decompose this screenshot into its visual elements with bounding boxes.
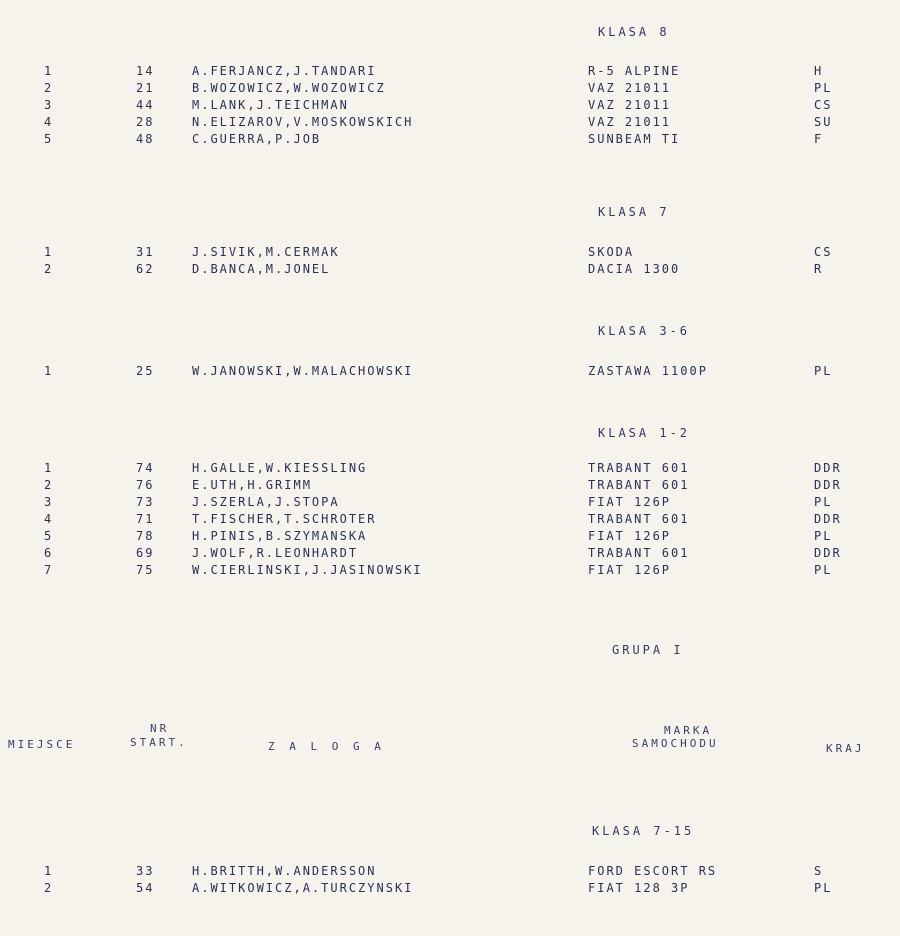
country-cell: PL	[814, 81, 833, 95]
place-cell: 6	[44, 546, 54, 560]
crew-cell: B.WOZOWICZ,W.WOZOWICZ	[192, 81, 386, 95]
car-cell: FIAT 126P	[588, 495, 672, 509]
crew-cell: A.WITKOWICZ,A.TURCZYNSKI	[192, 881, 414, 895]
car-cell: VAZ 21011	[588, 81, 672, 95]
car-cell: FIAT 126P	[588, 529, 672, 543]
column-header-start-no-line2: START.	[130, 736, 188, 749]
crew-cell: D.BANCA,M.JONEL	[192, 262, 331, 276]
country-cell: PL	[814, 495, 833, 509]
country-cell: H	[814, 64, 824, 78]
car-cell: VAZ 21011	[588, 115, 672, 129]
place-cell: 4	[44, 512, 54, 526]
country-cell: DDR	[814, 512, 842, 526]
column-header-place: MIEJSCE	[8, 738, 76, 751]
table-row	[0, 493, 900, 511]
start-number-cell: 31	[136, 245, 155, 259]
start-number-cell: 76	[136, 478, 155, 492]
crew-cell: H.BRITTH,W.ANDERSSON	[192, 864, 377, 878]
country-cell: R	[814, 262, 824, 276]
country-cell: F	[814, 132, 824, 146]
country-cell: DDR	[814, 461, 842, 475]
table-row	[0, 113, 900, 131]
table-row	[0, 62, 900, 80]
start-number-cell: 48	[136, 132, 155, 146]
country-cell: SU	[814, 115, 833, 129]
country-cell: S	[814, 864, 824, 878]
country-cell: PL	[814, 563, 833, 577]
car-cell: SKODA	[588, 245, 635, 259]
car-cell: DACIA 1300	[588, 262, 681, 276]
place-cell: 5	[44, 132, 54, 146]
crew-cell: J.WOLF,R.LEONHARDT	[192, 546, 359, 560]
place-cell: 4	[44, 115, 54, 129]
crew-cell: H.PINIS,B.SZYMANSKA	[192, 529, 368, 543]
table-row	[0, 459, 900, 477]
start-number-cell: 73	[136, 495, 155, 509]
crew-cell: T.FISCHER,T.SCHROTER	[192, 512, 377, 526]
crew-cell: M.LANK,J.TEICHMAN	[192, 98, 349, 112]
place-cell: 7	[44, 563, 54, 577]
car-cell: R-5 ALPINE	[588, 64, 681, 78]
class-heading: KLASA 7	[598, 205, 670, 219]
start-number-cell: 25	[136, 364, 155, 378]
table-row	[0, 510, 900, 528]
start-number-cell: 71	[136, 512, 155, 526]
table-row	[0, 527, 900, 545]
crew-cell: J.SZERLA,J.STOPA	[192, 495, 340, 509]
car-cell: FIAT 126P	[588, 563, 672, 577]
table-row	[0, 476, 900, 494]
start-number-cell: 14	[136, 64, 155, 78]
car-cell: TRABANT 601	[588, 546, 690, 560]
column-header-make-line2: SAMOCHODU	[632, 737, 719, 750]
class-heading: KLASA 1-2	[598, 426, 691, 440]
car-cell: ZASTAWA 1100P	[588, 364, 708, 378]
crew-cell: N.ELIZAROV,V.MOSKOWSKICH	[192, 115, 414, 129]
start-number-cell: 75	[136, 563, 155, 577]
country-cell: CS	[814, 245, 833, 259]
place-cell: 3	[44, 98, 54, 112]
table-row	[0, 561, 900, 579]
column-header-make-line1: MARKA	[664, 724, 713, 737]
table-row	[0, 862, 900, 880]
car-cell: FORD ESCORT RS	[588, 864, 718, 878]
place-cell: 5	[44, 529, 54, 543]
table-row	[0, 260, 900, 278]
place-cell: 3	[44, 495, 54, 509]
place-cell: 1	[44, 245, 54, 259]
place-cell: 1	[44, 364, 54, 378]
country-cell: PL	[814, 364, 833, 378]
start-number-cell: 62	[136, 262, 155, 276]
start-number-cell: 33	[136, 864, 155, 878]
table-row	[0, 130, 900, 148]
column-header-country: KRAJ	[826, 742, 865, 755]
country-cell: PL	[814, 529, 833, 543]
car-cell: TRABANT 601	[588, 512, 690, 526]
class-heading: KLASA 3-6	[598, 324, 691, 338]
country-cell: DDR	[814, 546, 842, 560]
start-number-cell: 69	[136, 546, 155, 560]
start-number-cell: 54	[136, 881, 155, 895]
crew-cell: J.SIVIK,M.CERMAK	[192, 245, 340, 259]
place-cell: 2	[44, 262, 54, 276]
column-header-crew: Z A L O G A	[268, 740, 385, 753]
start-number-cell: 78	[136, 529, 155, 543]
class-heading: KLASA 8	[598, 25, 670, 39]
country-cell: DDR	[814, 478, 842, 492]
car-cell: VAZ 21011	[588, 98, 672, 112]
car-cell: TRABANT 601	[588, 478, 690, 492]
table-row	[0, 879, 900, 897]
table-row	[0, 79, 900, 97]
crew-cell: H.GALLE,W.KIESSLING	[192, 461, 368, 475]
column-header-start-no-line1: NR	[150, 722, 170, 735]
car-cell: TRABANT 601	[588, 461, 690, 475]
start-number-cell: 44	[136, 98, 155, 112]
crew-cell: A.FERJANCZ,J.TANDARI	[192, 64, 377, 78]
place-cell: 1	[44, 64, 54, 78]
crew-cell: W.JANOWSKI,W.MALACHOWSKI	[192, 364, 414, 378]
table-row	[0, 544, 900, 562]
crew-cell: W.CIERLINSKI,J.JASINOWSKI	[192, 563, 423, 577]
table-row	[0, 362, 900, 380]
place-cell: 2	[44, 478, 54, 492]
class-heading: KLASA 7-15	[592, 824, 695, 838]
place-cell: 1	[44, 864, 54, 878]
group-title: GRUPA I	[612, 643, 684, 657]
table-row	[0, 243, 900, 261]
country-cell: PL	[814, 881, 833, 895]
place-cell: 2	[44, 81, 54, 95]
place-cell: 2	[44, 881, 54, 895]
place-cell: 1	[44, 461, 54, 475]
crew-cell: E.UTH,H.GRIMM	[192, 478, 312, 492]
car-cell: SUNBEAM TI	[588, 132, 681, 146]
country-cell: CS	[814, 98, 833, 112]
crew-cell: C.GUERRA,P.JOB	[192, 132, 322, 146]
table-row	[0, 96, 900, 114]
start-number-cell: 28	[136, 115, 155, 129]
start-number-cell: 74	[136, 461, 155, 475]
start-number-cell: 21	[136, 81, 155, 95]
car-cell: FIAT 128 3P	[588, 881, 690, 895]
